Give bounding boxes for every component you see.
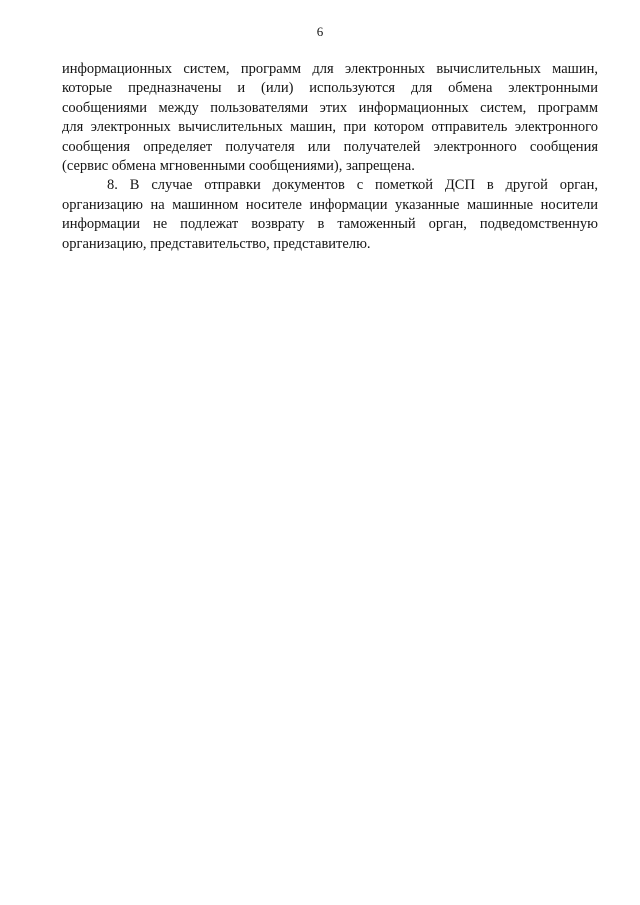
text-line: организацию на машинном носителе информации указанные машинные носители <box>62 196 598 213</box>
text-line: 8. В случае отправки документов с пометкой ДСП в другой орган, <box>107 177 598 194</box>
text-line: которые предназначены и (или) используются для обмена электронными <box>62 80 598 97</box>
text-line: для электронных вычислительных машин, при котором отправитель электронного <box>62 119 598 136</box>
text-line: сообщения определяет получателя или получателей электронного сообщения <box>62 138 598 155</box>
text-line: сообщениями между пользователями этих информационных систем, программ <box>62 99 598 116</box>
text-line: информационных систем, программ для электронных вычислительных машин, <box>62 61 598 77</box>
page-number: 6 <box>316 24 324 39</box>
text-line: информации не подлежат возврату в таможенный орган, подведомственную <box>62 216 598 233</box>
text-line: организацию, представительство, представителю. <box>62 235 371 252</box>
document-body <box>62 60 598 254</box>
paragraph-item-8 <box>62 176 598 254</box>
paragraph-continuation <box>62 60 598 176</box>
text-line: (сервис обмена мгновенными сообщениями), запрещена. <box>62 157 415 174</box>
